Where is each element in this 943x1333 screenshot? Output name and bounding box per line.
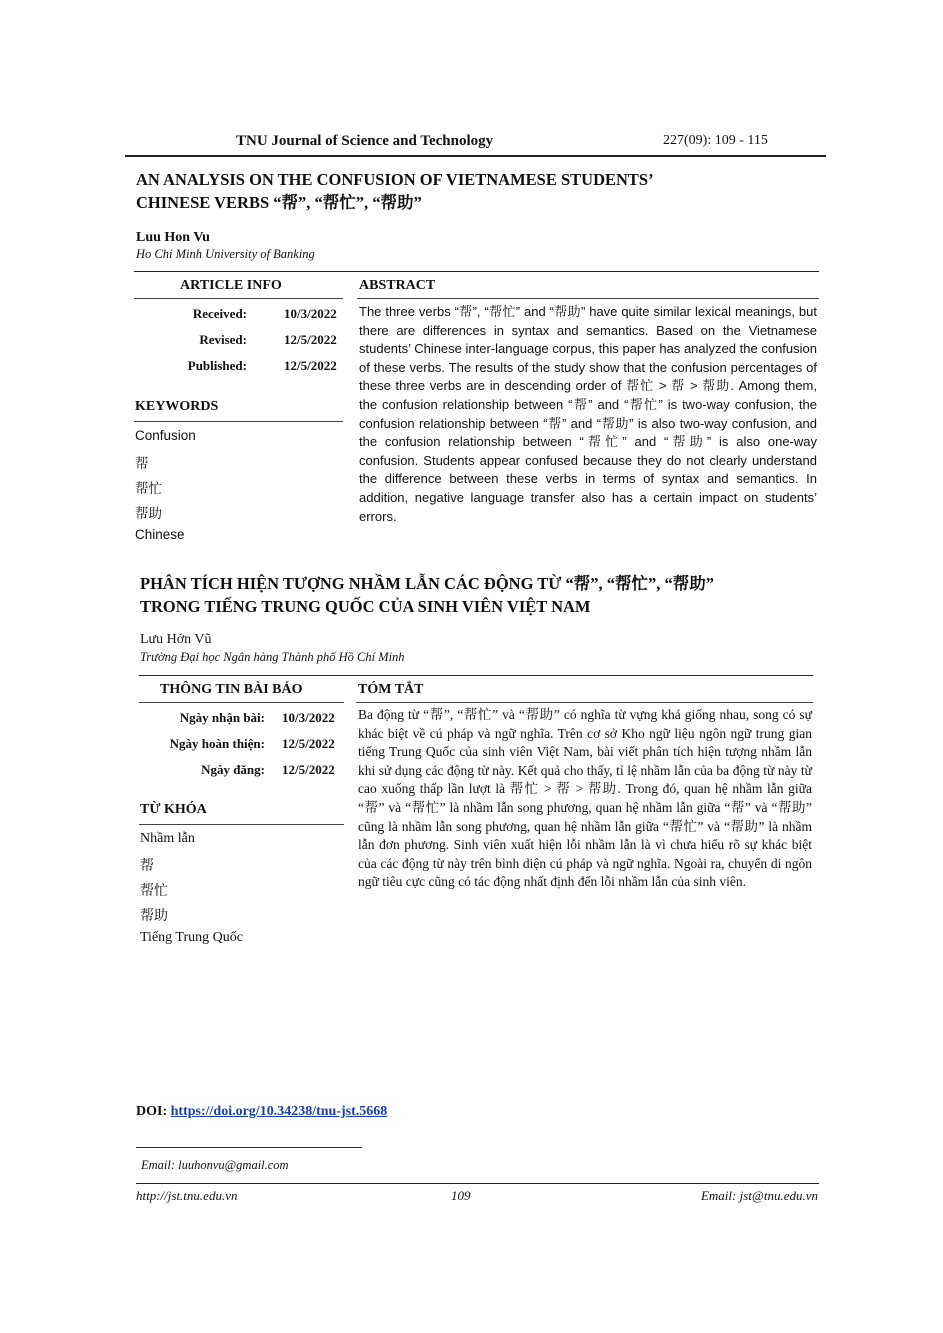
vietnamese-author: Lưu Hớn Vũ xyxy=(140,632,212,647)
english-title-line1: AN ANALYSIS ON THE CONFUSION OF VIETNAMESE STUDENTS’ xyxy=(136,170,654,189)
doi-link[interactable]: https://doi.org/10.34238/tnu-jst.5668 xyxy=(170,1104,388,1119)
author-email: Email: luuhonvu@gmail.com xyxy=(141,1158,289,1172)
vi-info-rule xyxy=(139,702,344,703)
keywords-heading: KEYWORDS xyxy=(135,399,219,414)
vietnamese-title-line2: TRONG TIẾNG TRUNG QUỐC CỦA SINH VIÊN VIỆT NAM xyxy=(140,597,591,616)
vi-revised-label: Ngày hoàn thiện: xyxy=(169,736,265,751)
journal-name: TNU Journal of Science and Technology xyxy=(236,133,494,149)
article-info-heading: ARTICLE INFO xyxy=(180,278,282,293)
revised-date: 12/5/2022 xyxy=(284,332,337,347)
footer-website: http://jst.tnu.edu.vn xyxy=(136,1188,238,1203)
published-date: 12/5/2022 xyxy=(284,358,337,373)
keyword-item: 帮忙 xyxy=(135,481,162,496)
vi-received-label: Ngày nhận bài: xyxy=(179,710,265,725)
vi-abstract-heading: TÓM TẮT xyxy=(358,682,424,697)
vietnamese-title xyxy=(140,572,830,618)
english-top-rule xyxy=(134,271,819,272)
vi-abstract-rule xyxy=(356,702,813,703)
header-rule xyxy=(125,155,826,157)
english-title xyxy=(136,168,826,214)
keyword-item: Confusion xyxy=(135,428,196,443)
vi-keyword-item: 帮忙 xyxy=(140,884,168,899)
vi-article-info-heading: THÔNG TIN BÀI BÁO xyxy=(160,682,303,697)
keyword-item: 帮助 xyxy=(135,506,162,521)
doi-label: DOI: xyxy=(136,1104,168,1119)
vi-keyword-item: 帮助 xyxy=(140,909,168,924)
keyword-item: Chinese xyxy=(135,527,185,542)
vietnamese-title-line1: PHÂN TÍCH HIỆN TƯỢNG NHẦM LẪN CÁC ĐỘNG TỪ “帮”, “帮忙”, “帮助” xyxy=(140,574,715,593)
english-affiliation: Ho Chi Minh University of Banking xyxy=(136,247,315,261)
vi-keyword-item: Nhầm lẫn xyxy=(140,831,195,846)
received-date: 10/3/2022 xyxy=(284,306,337,321)
vietnamese-top-rule xyxy=(139,675,813,676)
journal-volume: 227(09): 109 - 115 xyxy=(663,133,768,148)
footnote-rule xyxy=(136,1147,362,1148)
vi-revised-date: 12/5/2022 xyxy=(282,736,335,751)
english-title-line2: CHINESE VERBS “帮”, “帮忙”, “帮助” xyxy=(136,193,422,212)
vietnamese-abstract: Ba động từ “帮”, “帮忙” và “帮助” có nghĩa từ vựng khá giống nhau, song có sự khác biệt về cú pháp và ngữ nghĩa. Trên cơ sở Kho ngữ liệu ngôn ngữ trung gian tiếng Trung Quốc của sinh viên Việt Nam, bài viết phân tích hiện tượng nhầm lẫn khi sử dụng các động từ này. Kết quả cho thấy, tỉ lệ nhầm lẫn của ba động từ này từ cao xuống thấp lần lượt là 帮忙 > 帮 > 帮助. Trong đó, quan hệ nhầm lẫn giữa “帮” và “帮忙” là nhầm lẫn song phương, quan hệ nhầm lẫn giữa “帮” và “帮助” cũng là nhầm lẫn song phương, quan hệ nhầm lẫn giữa “帮忙” và “帮助” là nhầm lẫn đơn phương. Sinh viên xuất hiện lỗi nhầm lẫn là vì chưa hiểu rõ sự khác biệt của các động từ này trên bình diện cú pháp và ngữ nghĩa. Ngoài ra, chuyển di ngôn ngữ tiêu cực cũng có tác động nhất định đến lỗi nhầm lẫn của sinh viên. xyxy=(358,707,812,890)
abstract-rule xyxy=(357,298,819,299)
vi-keywords-rule xyxy=(139,824,344,825)
vi-received-date: 10/3/2022 xyxy=(282,710,335,725)
vi-keywords-heading: TỪ KHÓA xyxy=(140,802,207,817)
keyword-item: 帮 xyxy=(135,456,149,471)
published-label: Published: xyxy=(187,358,247,373)
vi-keyword-item: 帮 xyxy=(140,859,154,874)
doi-line xyxy=(136,1104,387,1120)
footer-page-number: 109 xyxy=(451,1188,471,1203)
keywords-rule xyxy=(134,421,343,422)
vietnamese-affiliation: Trường Đại học Ngân hàng Thành phố Hồ Chí Minh xyxy=(140,650,405,664)
abstract-heading: ABSTRACT xyxy=(359,278,436,293)
vi-keyword-item: Tiếng Trung Quốc xyxy=(140,930,243,945)
english-abstract: The three verbs “帮”, “帮忙” and “帮助” have quite similar lexical meanings, but there are differences in syntax and semantics. Based on the Vietnamese students’ Chinese inter-language corpus, this paper has analyzed the confusion of these verbs. The results of the study show that the confusion percentages of these three verbs are in descending order of 帮忙 > 帮 > 帮助. Among them, the confusion relationship between “帮” and “帮忙” is two-way confusion, the confusion relationship between “帮” and “帮助” is also two-way confusion, and the confusion relationship between “帮忙” and “帮助” is also one-way confusion. Students appear confused because they do not clearly understand the difference between these verbs in terms of syntax and semantics. In addition, negative language transfer also has a certain impact on students’ errors. xyxy=(359,304,817,524)
info-rule xyxy=(134,298,343,299)
vi-published-date: 12/5/2022 xyxy=(282,762,335,777)
english-author: Luu Hon Vu xyxy=(136,230,210,245)
footer-email: Email: jst@tnu.edu.vn xyxy=(700,1188,818,1203)
received-label: Received: xyxy=(192,306,247,321)
vi-published-label: Ngày đăng: xyxy=(201,762,265,777)
footer-rule xyxy=(136,1183,819,1184)
revised-label: Revised: xyxy=(199,332,247,347)
